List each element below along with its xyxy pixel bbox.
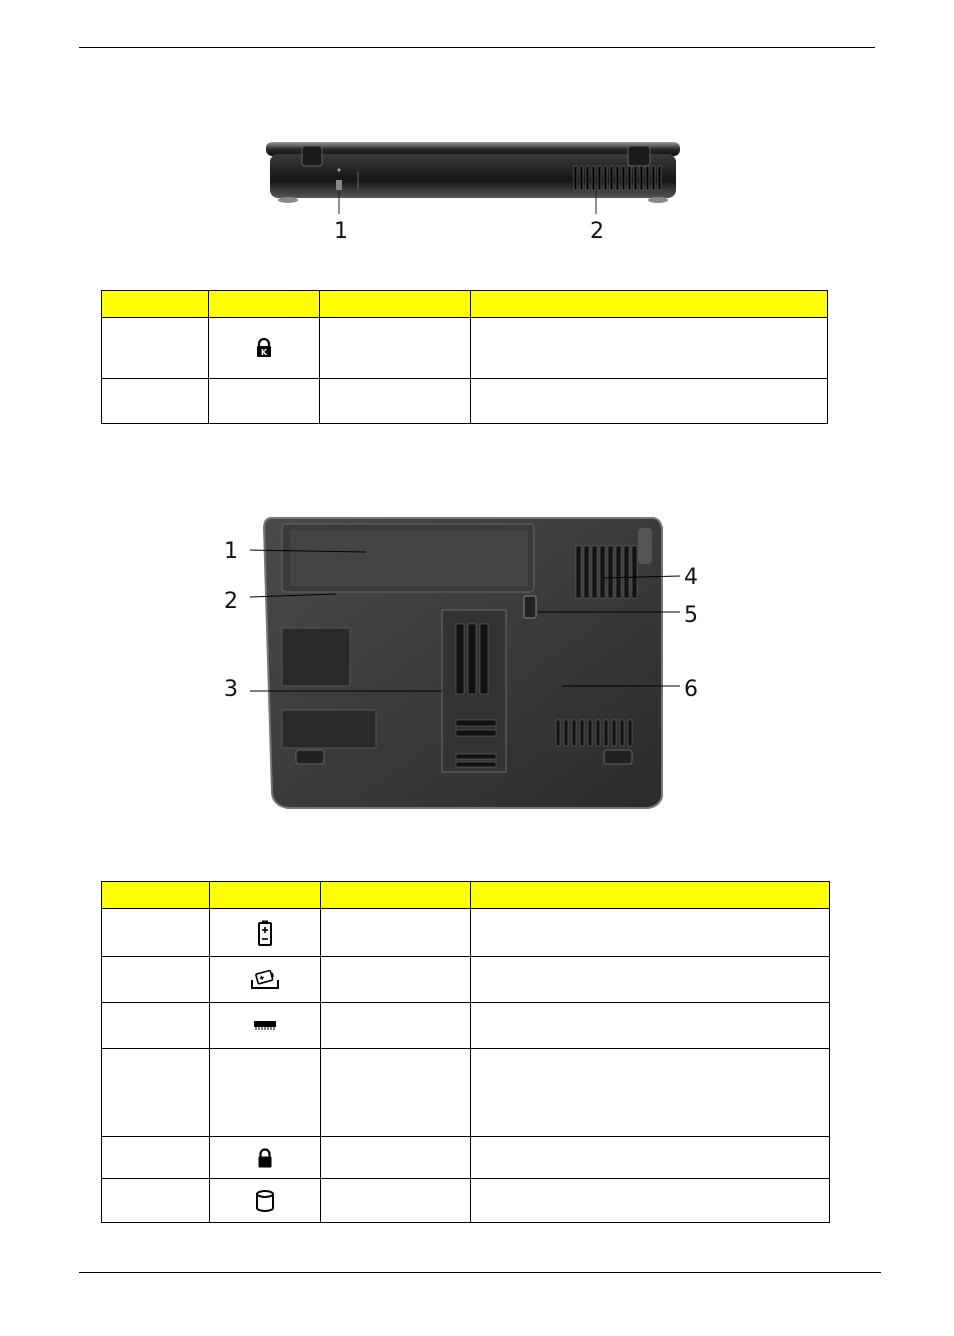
table-row [102,318,828,379]
bottom-callout-1: 1 [224,539,238,564]
table-cell [321,1179,471,1223]
rear-callout-2: 2 [590,219,604,244]
table-cell [209,379,320,424]
table-cell [209,318,320,379]
table-row [102,379,828,424]
header-cell [209,291,320,318]
header-rule [79,47,875,48]
header-cell [102,291,209,318]
table-cell [210,909,321,957]
lock-icon [257,1148,273,1168]
table-cell [471,1049,830,1137]
table-cell [321,1137,471,1179]
header-cell [471,291,828,318]
table-cell [321,1003,471,1049]
rear-view-figure [218,124,738,246]
table-header-row [102,882,830,909]
table-cell [102,1179,210,1223]
battery-icon [258,920,272,946]
rear-callout-1: 1 [334,219,348,244]
bottom-callout-3: 3 [224,677,238,702]
table-cell [210,1003,321,1049]
memory-icon [254,1021,276,1031]
battery-release-icon [250,970,280,990]
hard-disk-icon [256,1190,274,1212]
table-header-row [102,291,828,318]
header-cell [320,291,471,318]
table-cell [102,318,209,379]
table-cell [102,909,210,957]
table-row [102,1179,830,1223]
table-row [102,1003,830,1049]
table-cell [471,318,828,379]
table-cell [210,957,321,1003]
table-cell [471,909,830,957]
table-cell [102,1049,210,1137]
table-cell [471,379,828,424]
header-cell [321,882,471,909]
kensington-lock-icon [256,338,272,358]
bottom-view-table [101,881,830,1223]
header-cell [210,882,321,909]
table-cell [210,1137,321,1179]
table-cell [210,1179,321,1223]
bottom-callout-6: 6 [684,677,698,702]
table-cell [321,957,471,1003]
table-cell [471,1179,830,1223]
table-row [102,1049,830,1137]
header-cell [471,882,830,909]
bottom-callout-2: 2 [224,589,238,614]
bottom-view-figure [216,506,712,836]
rear-view-table [101,290,828,424]
table-cell [102,379,209,424]
table-cell [321,1049,471,1137]
header-cell [102,882,210,909]
table-cell [471,1137,830,1179]
table-row [102,957,830,1003]
footer-rule [79,1272,881,1273]
bottom-callout-5: 5 [684,603,698,628]
table-row [102,1137,830,1179]
bottom-callout-4: 4 [684,565,698,590]
table-row [102,909,830,957]
table-cell [471,1003,830,1049]
table-cell [210,1049,321,1137]
svg-text:K: K [260,348,268,357]
table-cell [321,909,471,957]
table-cell [320,318,471,379]
table-cell [320,379,471,424]
table-cell [102,1137,210,1179]
table-cell [102,1003,210,1049]
table-cell [102,957,210,1003]
table-cell [471,957,830,1003]
